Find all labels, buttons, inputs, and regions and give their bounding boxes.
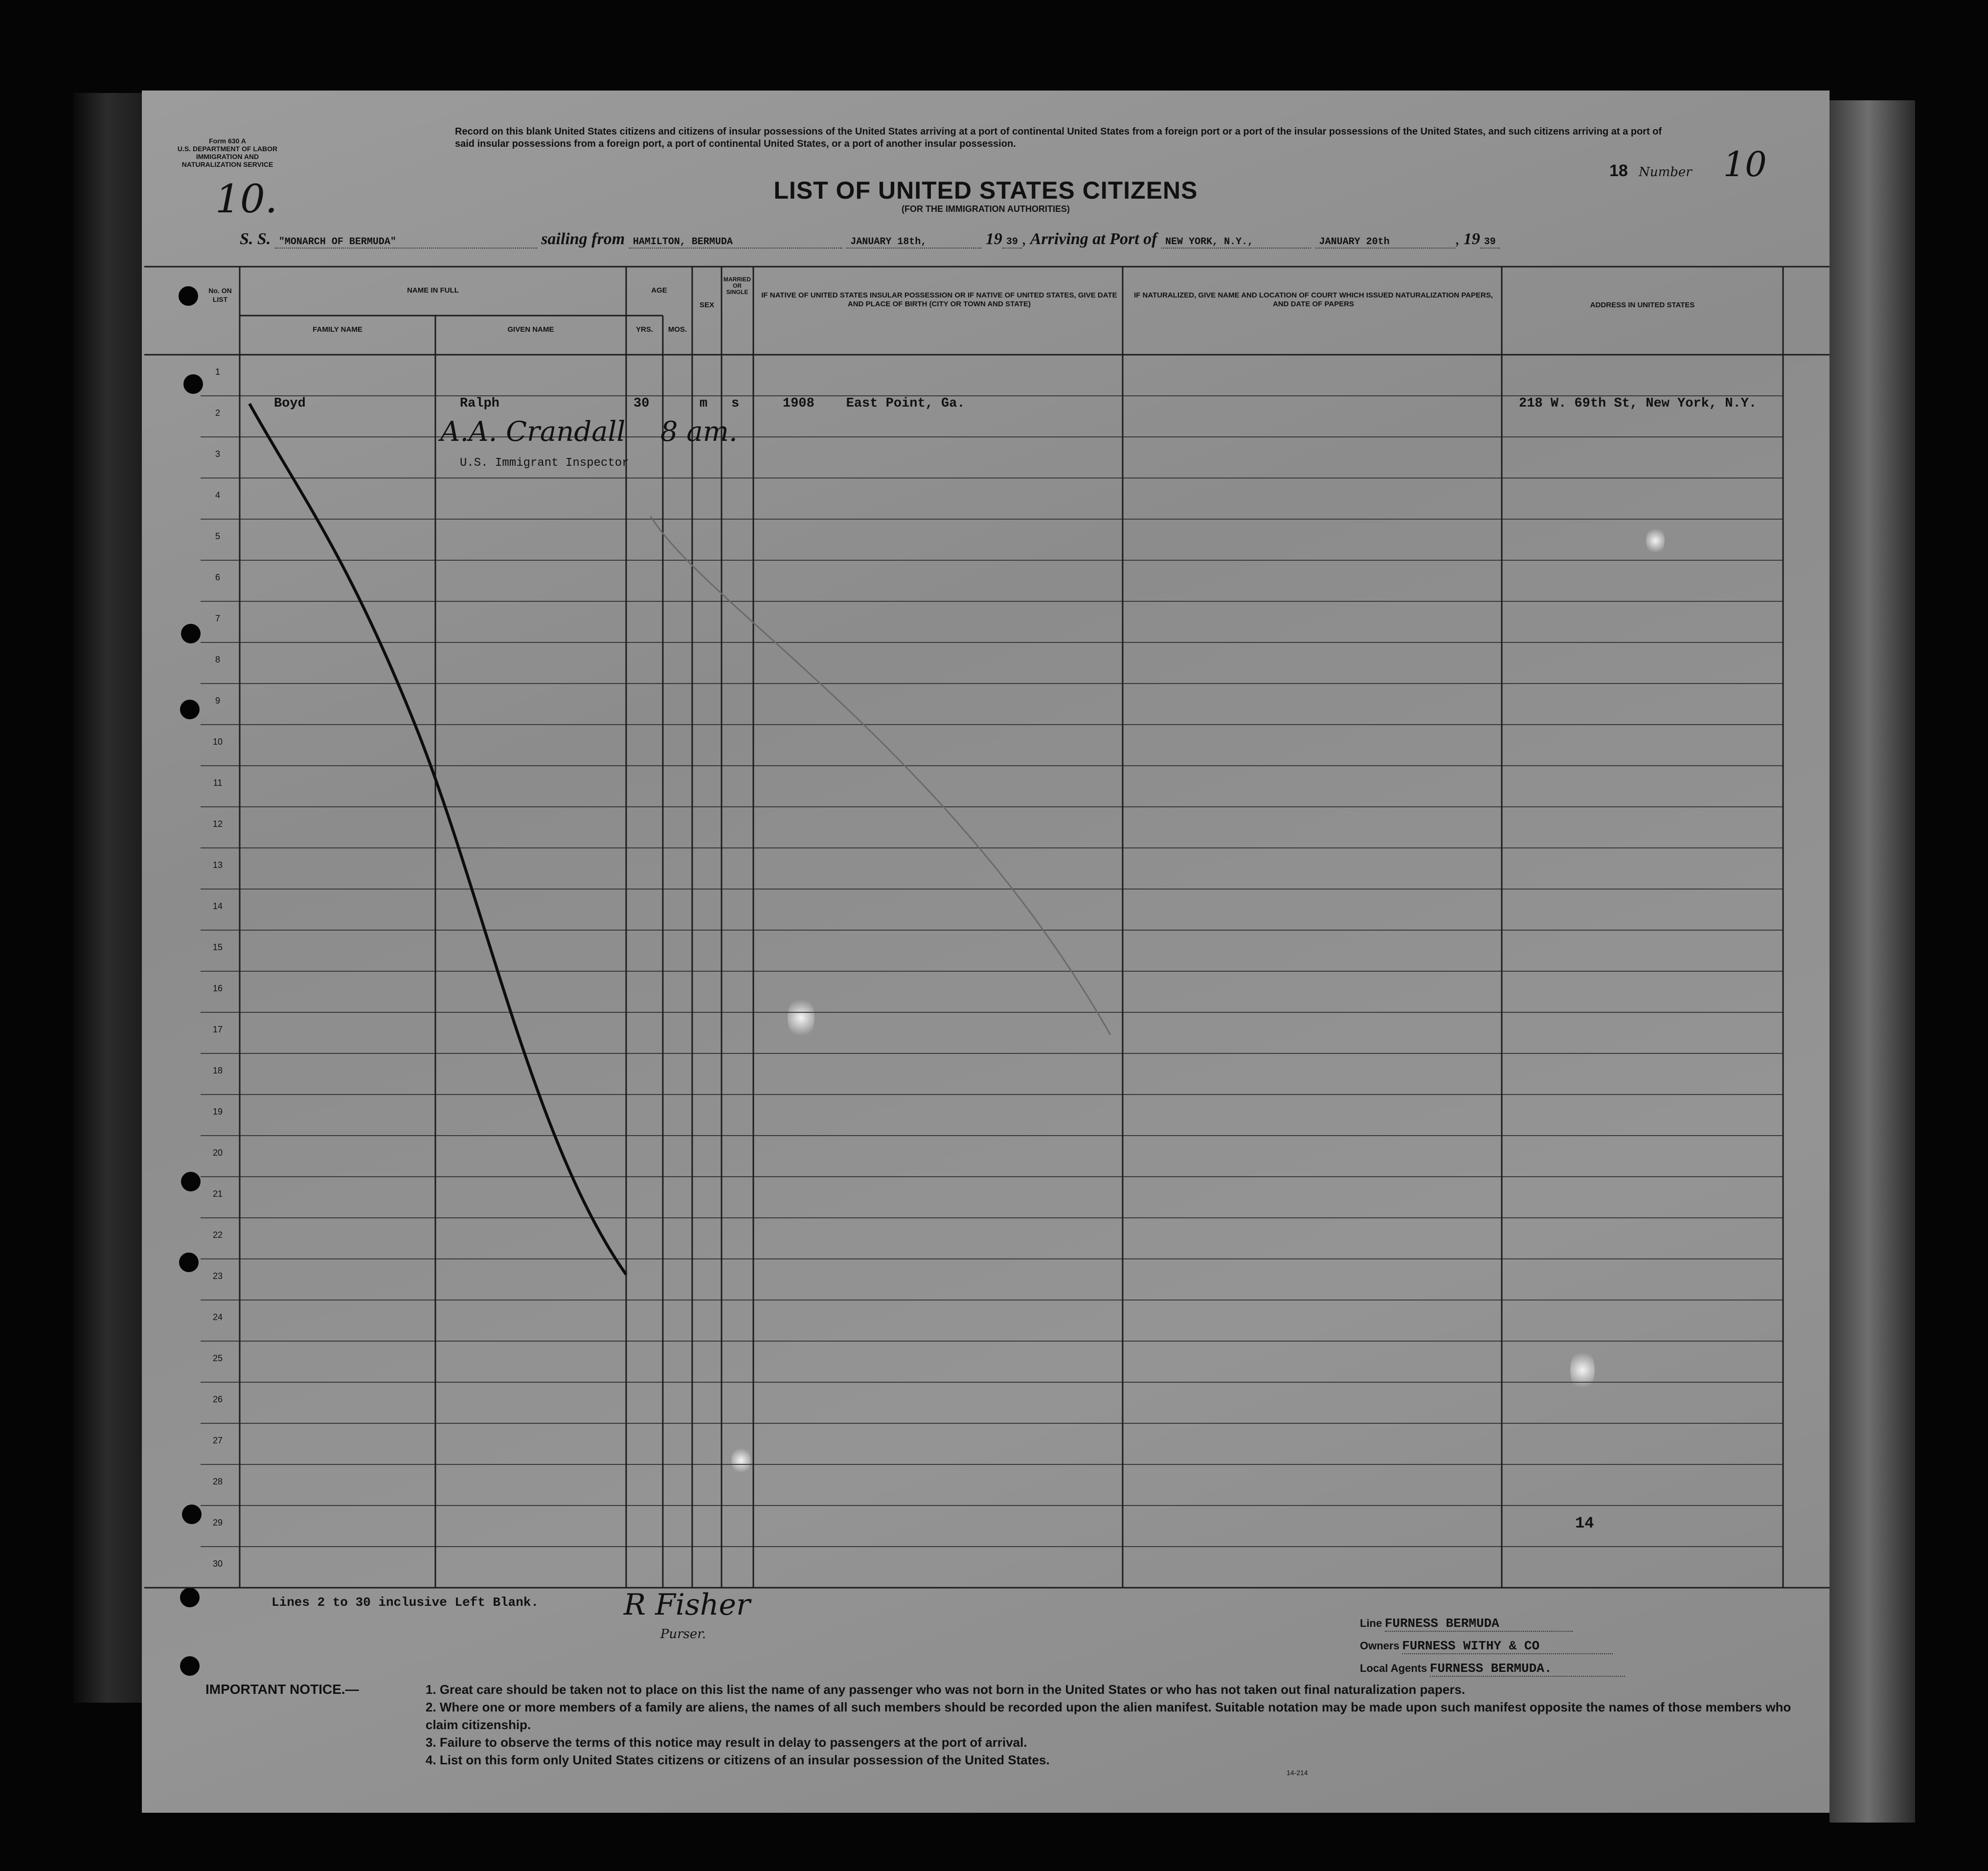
notice-items <box>426 1681 1820 1769</box>
inspector-time: 8 am. <box>660 416 738 448</box>
page-mark: 14 <box>1575 1514 1594 1532</box>
handwritten-list-number: 10. <box>215 176 278 222</box>
owners-label: Owners <box>1360 1640 1400 1652</box>
cell-given-name: Ralph <box>460 396 500 411</box>
header-address: ADDRESS IN UNITED STATES <box>1590 301 1695 309</box>
notice-item-3: 3. Failure to observe the terms of this notice may result in delay to passengers at the port of arrival. <box>426 1735 1027 1750</box>
form-number: Form 630 A <box>209 137 246 145</box>
row-number: 17 <box>212 1025 223 1035</box>
header-mos: MOS. <box>668 325 687 334</box>
row-number: 1 <box>215 367 220 377</box>
row-number: 6 <box>215 572 220 583</box>
row-number: 5 <box>215 531 220 542</box>
service-line-1: IMMIGRATION AND <box>196 153 259 160</box>
row-number: 7 <box>215 614 220 624</box>
row-number: 9 <box>215 696 220 706</box>
sailing-label: sailing from <box>541 230 625 248</box>
owners-field <box>1360 1635 1800 1657</box>
line-value: FURNESS BERMUDA <box>1385 1616 1573 1632</box>
row-number: 10 <box>212 737 223 747</box>
cell-address: 218 W. 69th St, New York, N.Y. <box>1519 396 1757 411</box>
line-field <box>1360 1612 1800 1635</box>
inspector-signature: A.A. Crandall <box>440 416 626 448</box>
purser-signature: R Fisher <box>624 1588 750 1622</box>
year-prefix: 18 <box>1609 161 1628 180</box>
notice-item-4: 4. List on this form only United States citizens or citizens of an insular possession of the United States. <box>426 1753 1050 1767</box>
departure-date: JANUARY 18th, <box>846 236 981 249</box>
row-number: 19 <box>212 1107 223 1117</box>
agents-label: Local Agents <box>1360 1662 1427 1674</box>
service-line-2: NATURALIZATION SERVICE <box>181 160 273 168</box>
header-family-name: FAMILY NAME <box>313 325 362 334</box>
notice-item-1: 1. Great care should be taken not to place on this list the name of any passenger who was not born in the United States or who has not taken out final naturalization papers. <box>426 1682 1466 1697</box>
row-number: 2 <box>215 408 220 418</box>
important-notice <box>205 1681 1820 1769</box>
header-married-single: MARRIED OR SINGLE <box>723 276 751 296</box>
line-label: Line <box>1360 1617 1382 1629</box>
arrival-port: NEW YORK, N.Y., <box>1161 236 1311 249</box>
row-number: 28 <box>212 1477 223 1487</box>
number-label: Number <box>1639 165 1692 180</box>
manifest-grid <box>142 91 1830 1813</box>
row-number: 22 <box>212 1230 223 1240</box>
row-number: 13 <box>212 860 223 870</box>
year-value-2: 39 <box>1480 236 1500 249</box>
notice-label-text: IMPORTANT NOTICE. <box>205 1682 345 1697</box>
notice-label: IMPORTANT NOTICE.— <box>205 1682 359 1697</box>
ss-label: S. S. <box>240 230 271 248</box>
year-value-1: 39 <box>1002 236 1022 249</box>
document-subtitle: (FOR THE IMMIGRATION AUTHORITIES) <box>902 204 1070 214</box>
row-number: 12 <box>212 819 223 829</box>
row-number: 27 <box>212 1436 223 1446</box>
year-label-2: 19 <box>1463 230 1480 248</box>
page-stack-edge <box>1830 100 1915 1823</box>
purser-label: Purser. <box>660 1627 706 1642</box>
header-given-name: GIVEN NAME <box>507 325 554 334</box>
cell-sex: m <box>700 396 708 411</box>
ship-name: "MONARCH OF BERMUDA" <box>275 236 537 249</box>
inspector-title: U.S. Immigrant Inspector <box>460 456 629 470</box>
row-number: 3 <box>215 449 220 459</box>
row-number: 14 <box>212 901 223 912</box>
header-birth: IF NATIVE OF UNITED STATES INSULAR POSSESSION OR IF NATIVE OF UNITED STATES, GIVE DATE AND PLACE OF BIRTH (CITY OR TOWN AND STATE) <box>761 291 1117 308</box>
notice-item-2: 2. Where one or more members of a family are aliens, the names of all such members should be recorded upon the alien manifest. Suitable notation may be made upon such manifest opposite the names of those members who claim citizenship. <box>426 1700 1791 1732</box>
header-name-in-full: NAME IN FULL <box>407 286 459 295</box>
row-number: 30 <box>212 1559 223 1569</box>
header-yrs: YRS. <box>635 325 653 334</box>
row-number: 24 <box>212 1312 223 1323</box>
lines-left-blank-note: Lines 2 to 30 inclusive Left Blank. <box>271 1595 539 1610</box>
row-number: 8 <box>215 655 220 665</box>
row-number: 23 <box>212 1271 223 1281</box>
header-no-on-list: No. ON LIST <box>208 287 232 303</box>
agents-value: FURNESS BERMUDA. <box>1430 1661 1626 1677</box>
line-owners-agents-block <box>1360 1612 1800 1680</box>
row-number: 16 <box>212 983 223 994</box>
owners-value: FURNESS WITHY & CO <box>1402 1639 1613 1654</box>
row-number: 11 <box>213 778 223 788</box>
arrival-date: JANUARY 20th <box>1315 236 1455 249</box>
manifest-page <box>142 91 1830 1813</box>
form-instructions: Record on this blank United States citizens and citizens of insular possessions of the United States arriving at a port of continental United States from a foreign port or a port of the insular possessions of the United States, and such citizens arriving at a port of said insular possessions from a foreign port, a port of continental United States, or a port of another insular possession. <box>455 126 1662 149</box>
row-number: 21 <box>212 1189 223 1199</box>
year-label-1: 19 <box>985 230 1002 248</box>
number-value: 10 <box>1723 144 1767 184</box>
row-number: 29 <box>212 1518 223 1528</box>
document-title: LIST OF UNITED STATES CITIZENS <box>773 177 1198 204</box>
header-naturalized: IF NATURALIZED, GIVE NAME AND LOCATION OF COURT WHICH ISSUED NATURALIZATION PAPERS, AND DATE OF PAPERS <box>1134 291 1493 308</box>
row-number: 18 <box>212 1066 223 1076</box>
row-number: 26 <box>212 1394 223 1405</box>
voyage-line: S. S. "MONARCH OF BERMUDA" sailing from HAMILTON, BERMUDA JANUARY 18th, 19 39 , Arriving at Port of NEW YORK, N.Y., JANUARY 20th , 19 39 <box>240 230 1805 254</box>
row-number: 20 <box>212 1148 223 1158</box>
agents-field <box>1360 1657 1800 1680</box>
department: U.S. DEPARTMENT OF LABOR <box>177 145 278 153</box>
print-code: 14-214 <box>1287 1769 1308 1777</box>
row-number: 15 <box>212 942 223 953</box>
sailing-from: HAMILTON, BERMUDA <box>629 236 842 249</box>
cell-age-yrs: 30 <box>633 396 650 411</box>
row-number: 25 <box>212 1353 223 1364</box>
header-age: AGE <box>651 286 667 295</box>
cancel-stroke <box>249 404 626 1275</box>
row-number: 4 <box>215 490 220 501</box>
cell-birth: 1908 East Point, Ga. <box>783 396 965 411</box>
cell-marital: s <box>731 396 740 411</box>
cell-family-name: Boyd <box>274 396 306 411</box>
arriving-label: Arriving at Port of <box>1030 230 1157 248</box>
faint-pencil-arc <box>651 516 1110 1035</box>
header-sex: SEX <box>699 301 714 309</box>
